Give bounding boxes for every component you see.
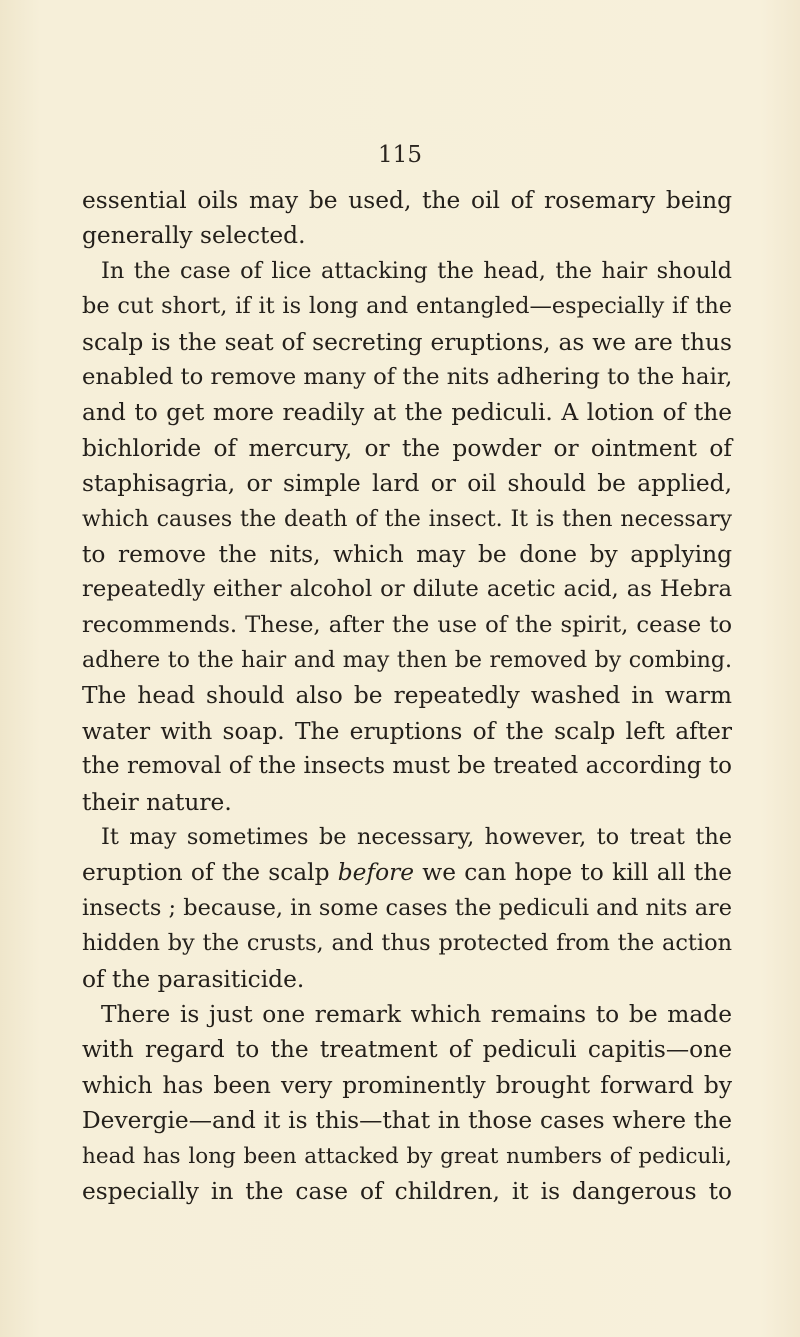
text-line: It may sometimes be necessary, however, to treat the bbox=[101, 824, 732, 851]
italic-word: before bbox=[337, 859, 415, 887]
text-line: essential oils may be used, the oil of rosemary being bbox=[82, 187, 732, 214]
text-line: head has long been attacked by great numbers of pediculi, bbox=[82, 1143, 732, 1169]
body-text bbox=[82, 183, 732, 1209]
text-segment: we can hope to kill all the bbox=[414, 859, 732, 887]
text-line: which causes the death of the insect. It is then necessary bbox=[82, 505, 732, 532]
text-line: insects ; because, in some cases the pediculi and nits are bbox=[82, 894, 732, 921]
text-line: be cut short, if it is long and entangled—especially if the bbox=[82, 293, 732, 320]
text-line: their nature. bbox=[82, 788, 232, 816]
text-line: recommends. These, after the use of the spirit, cease to bbox=[82, 611, 732, 638]
text-line: hidden by the crusts, and thus protected from the action bbox=[82, 930, 732, 957]
text-line-with-italic bbox=[82, 855, 732, 890]
text-line: repeatedly either alcohol or dilute acetic acid, as Hebra bbox=[82, 576, 732, 603]
text-line: In the case of lice attacking the head, the hair should bbox=[101, 257, 732, 284]
text-line: water with soap. The eruptions of the scalp left after bbox=[82, 717, 732, 745]
text-line: the removal of the insects must be treated according to bbox=[82, 753, 732, 780]
page-number: 115 bbox=[378, 142, 422, 168]
text-line: scalp is the seat of secreting eruptions, as we are thus bbox=[82, 328, 732, 356]
text-line: staphisagria, or simple lard or oil should be applied, bbox=[82, 470, 732, 498]
text-line: with regard to the treatment of pediculi capitis—one bbox=[82, 1036, 732, 1064]
text-line: enabled to remove many of the nits adhering to the hair, bbox=[82, 363, 733, 390]
text-line: adhere to the hair and may then be removed by combing. bbox=[82, 647, 732, 674]
text-line: Devergie—and it is this—that in those cases where the bbox=[82, 1107, 732, 1135]
text-line: The head should also be repeatedly washed in warm bbox=[82, 682, 732, 710]
text-line: There is just one remark which remains to be made bbox=[101, 1000, 732, 1028]
text-line: generally selected. bbox=[82, 222, 306, 250]
text-line: and to get more readily at the pediculi. A lotion of the bbox=[82, 399, 732, 427]
text-line: bichloride of mercury, or the powder or ointment of bbox=[82, 434, 732, 462]
text-segment: eruption of the scalp bbox=[82, 859, 338, 887]
text-line: which has been very prominently brought forward by bbox=[82, 1071, 732, 1099]
text-line: especially in the case of children, it is dangerous to bbox=[82, 1177, 732, 1205]
text-line: to remove the nits, which may be done by applying bbox=[82, 540, 732, 568]
text-line: of the parasiticide. bbox=[82, 965, 305, 993]
